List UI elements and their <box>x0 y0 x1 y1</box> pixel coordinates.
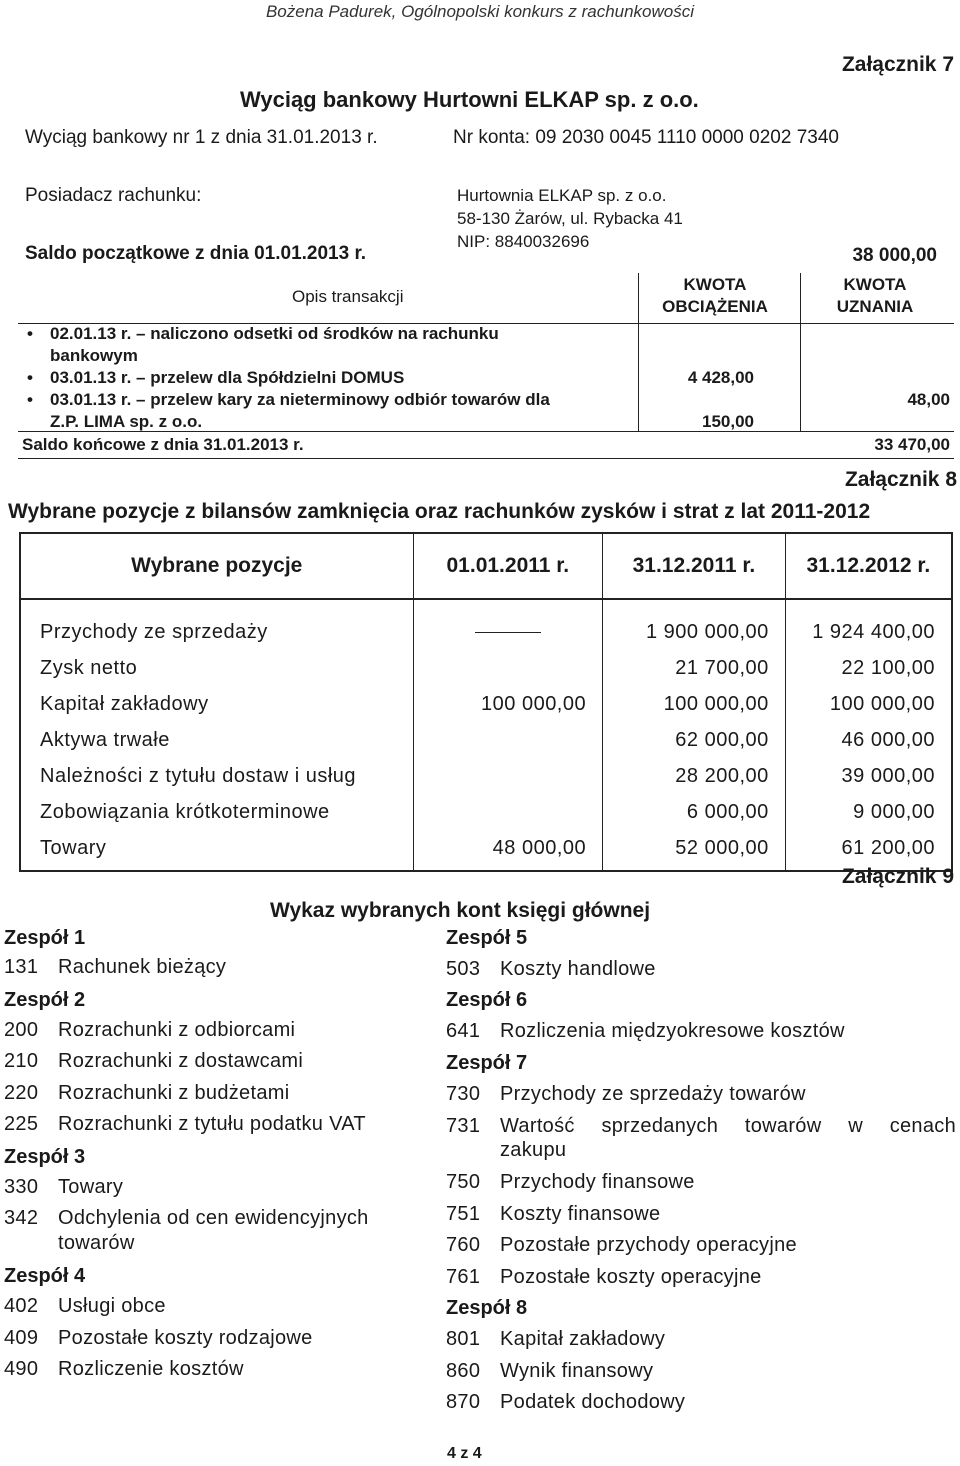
transaction-2: • 03.01.13 r. – przelew dla Spółdzielni DOMUS <box>50 368 404 388</box>
account-761: 761 Pozostałe koszty operacyjne <box>446 1266 762 1288</box>
account-731: 731 Wartość sprzedanych towarów w cenach <box>446 1115 956 1137</box>
table-row <box>20 599 952 650</box>
cell-value <box>413 722 603 758</box>
table-row <box>20 830 952 871</box>
account-330: 330 Towary <box>4 1176 124 1198</box>
accounts-list-title: Wykaz wybranych kont księgi głównej <box>270 899 651 922</box>
row-label: Przychody ze sprzedaży <box>20 599 413 650</box>
account-200: 200 Rozrachunki z odbiorcami <box>4 1019 296 1041</box>
account-210: 210 Rozrachunki z dostawcami <box>4 1050 304 1072</box>
account-409: 409 Pozostałe koszty rodzajowe <box>4 1327 313 1349</box>
account-860: 860 Wynik finansowy <box>446 1360 654 1382</box>
transaction-1: • 02.01.13 r. – naliczono odsetki od środków na rachunku <box>50 324 499 344</box>
table-row <box>20 758 952 794</box>
cell-value: 22 100,00 <box>841 656 935 679</box>
cell-value: 21 700,00 <box>603 650 786 686</box>
group-7-heading: Zespół 7 <box>446 1052 528 1074</box>
column-debit-header-2: OBCIĄŻENIA <box>662 297 768 316</box>
cell-value: 48 000,00 <box>413 830 603 871</box>
account-751: 751 Koszty finansowe <box>446 1203 661 1225</box>
cell-value: 1 900 000,00 <box>603 599 786 650</box>
account-870: 870 Podatek dochodowy <box>446 1391 686 1413</box>
group-2-heading: Zespół 2 <box>4 989 86 1011</box>
column-credit-header-1: KWOTA <box>843 275 907 294</box>
account-730: 730 Przychody ze sprzedaży towarów <box>446 1083 806 1105</box>
account-503: 503 Koszty handlowe <box>446 958 656 980</box>
row-label: Zysk netto <box>20 650 413 686</box>
empty-cell-dash <box>413 599 603 650</box>
column-credit-header-2: UZNANIA <box>836 297 914 316</box>
row-label: Należności z tytułu dostaw i usług <box>20 758 413 794</box>
cell-value: 28 200,00 <box>603 758 786 794</box>
holder-name: Hurtownia ELKAP sp. z o.o. <box>457 186 667 205</box>
account-131: 131 Rachunek bieżący <box>4 956 227 978</box>
header-2012-12-31: 31.12.2012 r. <box>806 554 931 577</box>
bottom-rule <box>18 458 954 459</box>
cell-value <box>413 794 603 830</box>
table-row <box>20 722 952 758</box>
cell-value: 1 924 400,00 <box>812 620 935 643</box>
account-731-cont: zakupu <box>500 1139 567 1161</box>
group-4-heading: Zespół 4 <box>4 1265 86 1287</box>
attachment-8-label: Załącznik 8 <box>844 468 957 491</box>
account-760: 760 Pozostałe przychody operacyjne <box>446 1234 797 1256</box>
page-number: 4 z 4 <box>447 1445 482 1462</box>
opening-balance-value: 38 000,00 <box>852 245 937 266</box>
row-label: Aktywa trwałe <box>20 722 413 758</box>
row-label: Towary <box>20 830 413 871</box>
table-row <box>20 686 952 722</box>
header-2011-12-31: 31.12.2011 r. <box>603 533 786 599</box>
bank-statement-title: Wyciąg bankowy Hurtowni ELKAP sp. z o.o. <box>240 87 699 112</box>
holder-nip: NIP: 8840032696 <box>457 232 590 251</box>
cell-value <box>413 650 603 686</box>
opening-balance-label: Saldo początkowe z dnia 01.01.2013 r. <box>25 243 367 264</box>
closing-balance-value: 33 470,00 <box>874 435 950 454</box>
column-debit-header-1: KWOTA <box>683 275 747 294</box>
credit-column-divider <box>800 273 801 431</box>
closing-balance-label: Saldo końcowe z dnia 31.01.2013 r. <box>22 435 304 454</box>
cell-value: 100 000,00 <box>829 692 935 715</box>
cell-value: 61 200,00 <box>841 836 935 859</box>
balance-table-title: Wybrane pozycje z bilansów zamknięcia oraz rachunków zysków i strat z lat 2011-2012 <box>8 500 871 523</box>
holder-address: 58-130 Żarów, ul. Rybacka 41 <box>457 209 683 228</box>
transaction-3-debit: 150,00 <box>702 412 754 431</box>
cell-value: 39 000,00 <box>841 764 935 787</box>
transaction-3-cont: Z.P. LIMA sp. z o.o. <box>50 412 203 431</box>
cell-value <box>413 758 603 794</box>
page-header: Bożena Padurek, Ogólnopolski konkurs z rachunkowości <box>265 2 695 21</box>
attachment-9-label: Załącznik 9 <box>841 865 954 888</box>
transaction-1-cont: bankowym <box>50 346 138 365</box>
account-490: 490 Rozliczenie kosztów <box>4 1358 244 1380</box>
account-342-cont: towarów <box>58 1232 135 1254</box>
cell-value: 9 000,00 <box>853 800 935 823</box>
cell-value: 52 000,00 <box>603 830 786 871</box>
group-3-heading: Zespół 3 <box>4 1146 86 1168</box>
cell-value: 6 000,00 <box>603 794 786 830</box>
group-1-heading: Zespół 1 <box>4 927 86 949</box>
holder-label: Posiadacz rachunku: <box>25 185 202 206</box>
group-5-heading: Zespół 5 <box>446 927 528 949</box>
balance-table <box>19 532 953 872</box>
account-220: 220 Rozrachunki z budżetami <box>4 1082 290 1104</box>
statement-number: Wyciąg bankowy nr 1 z dnia 31.01.2013 r. <box>25 127 378 148</box>
table-row <box>20 650 952 686</box>
row-label: Zobowiązania krótkoterminowe <box>20 794 413 830</box>
cell-value: 100 000,00 <box>603 686 786 722</box>
account-225: 225 Rozrachunki z tytułu podatku VAT <box>4 1113 366 1135</box>
header-items: Wybrane pozycje <box>20 533 413 599</box>
account-750: 750 Przychody finansowe <box>446 1171 695 1193</box>
balance-table-header <box>20 533 952 599</box>
account-number: Nr konta: 09 2030 0045 1110 0000 0202 7340 <box>453 127 839 148</box>
account-641: 641 Rozliczenia międzyokresowe kosztów <box>446 1020 845 1042</box>
debit-column-divider <box>638 273 639 431</box>
account-801: 801 Kapitał zakładowy <box>446 1328 666 1350</box>
cell-value: 46 000,00 <box>841 728 935 751</box>
cell-value: 100 000,00 <box>413 686 603 722</box>
header-2011-01-01: 01.01.2011 r. <box>413 533 603 599</box>
row-label: Kapitał zakładowy <box>20 686 413 722</box>
transaction-2-debit: 4 428,00 <box>687 368 754 387</box>
cell-value: 62 000,00 <box>603 722 786 758</box>
group-6-heading: Zespół 6 <box>446 989 528 1011</box>
column-description-header: Opis transakcji <box>292 287 404 306</box>
attachment-7-label: Załącznik 7 <box>841 53 954 76</box>
transaction-3: • 03.01.13 r. – przelew kary za nieterminowy odbiór towarów dla <box>50 390 550 410</box>
account-342: 342 Odchylenia od cen ewidencyjnych <box>4 1207 369 1229</box>
transaction-3-credit: 48,00 <box>907 390 950 409</box>
table-row <box>20 794 952 830</box>
group-8-heading: Zespół 8 <box>446 1297 528 1319</box>
account-402: 402 Usługi obce <box>4 1295 166 1317</box>
